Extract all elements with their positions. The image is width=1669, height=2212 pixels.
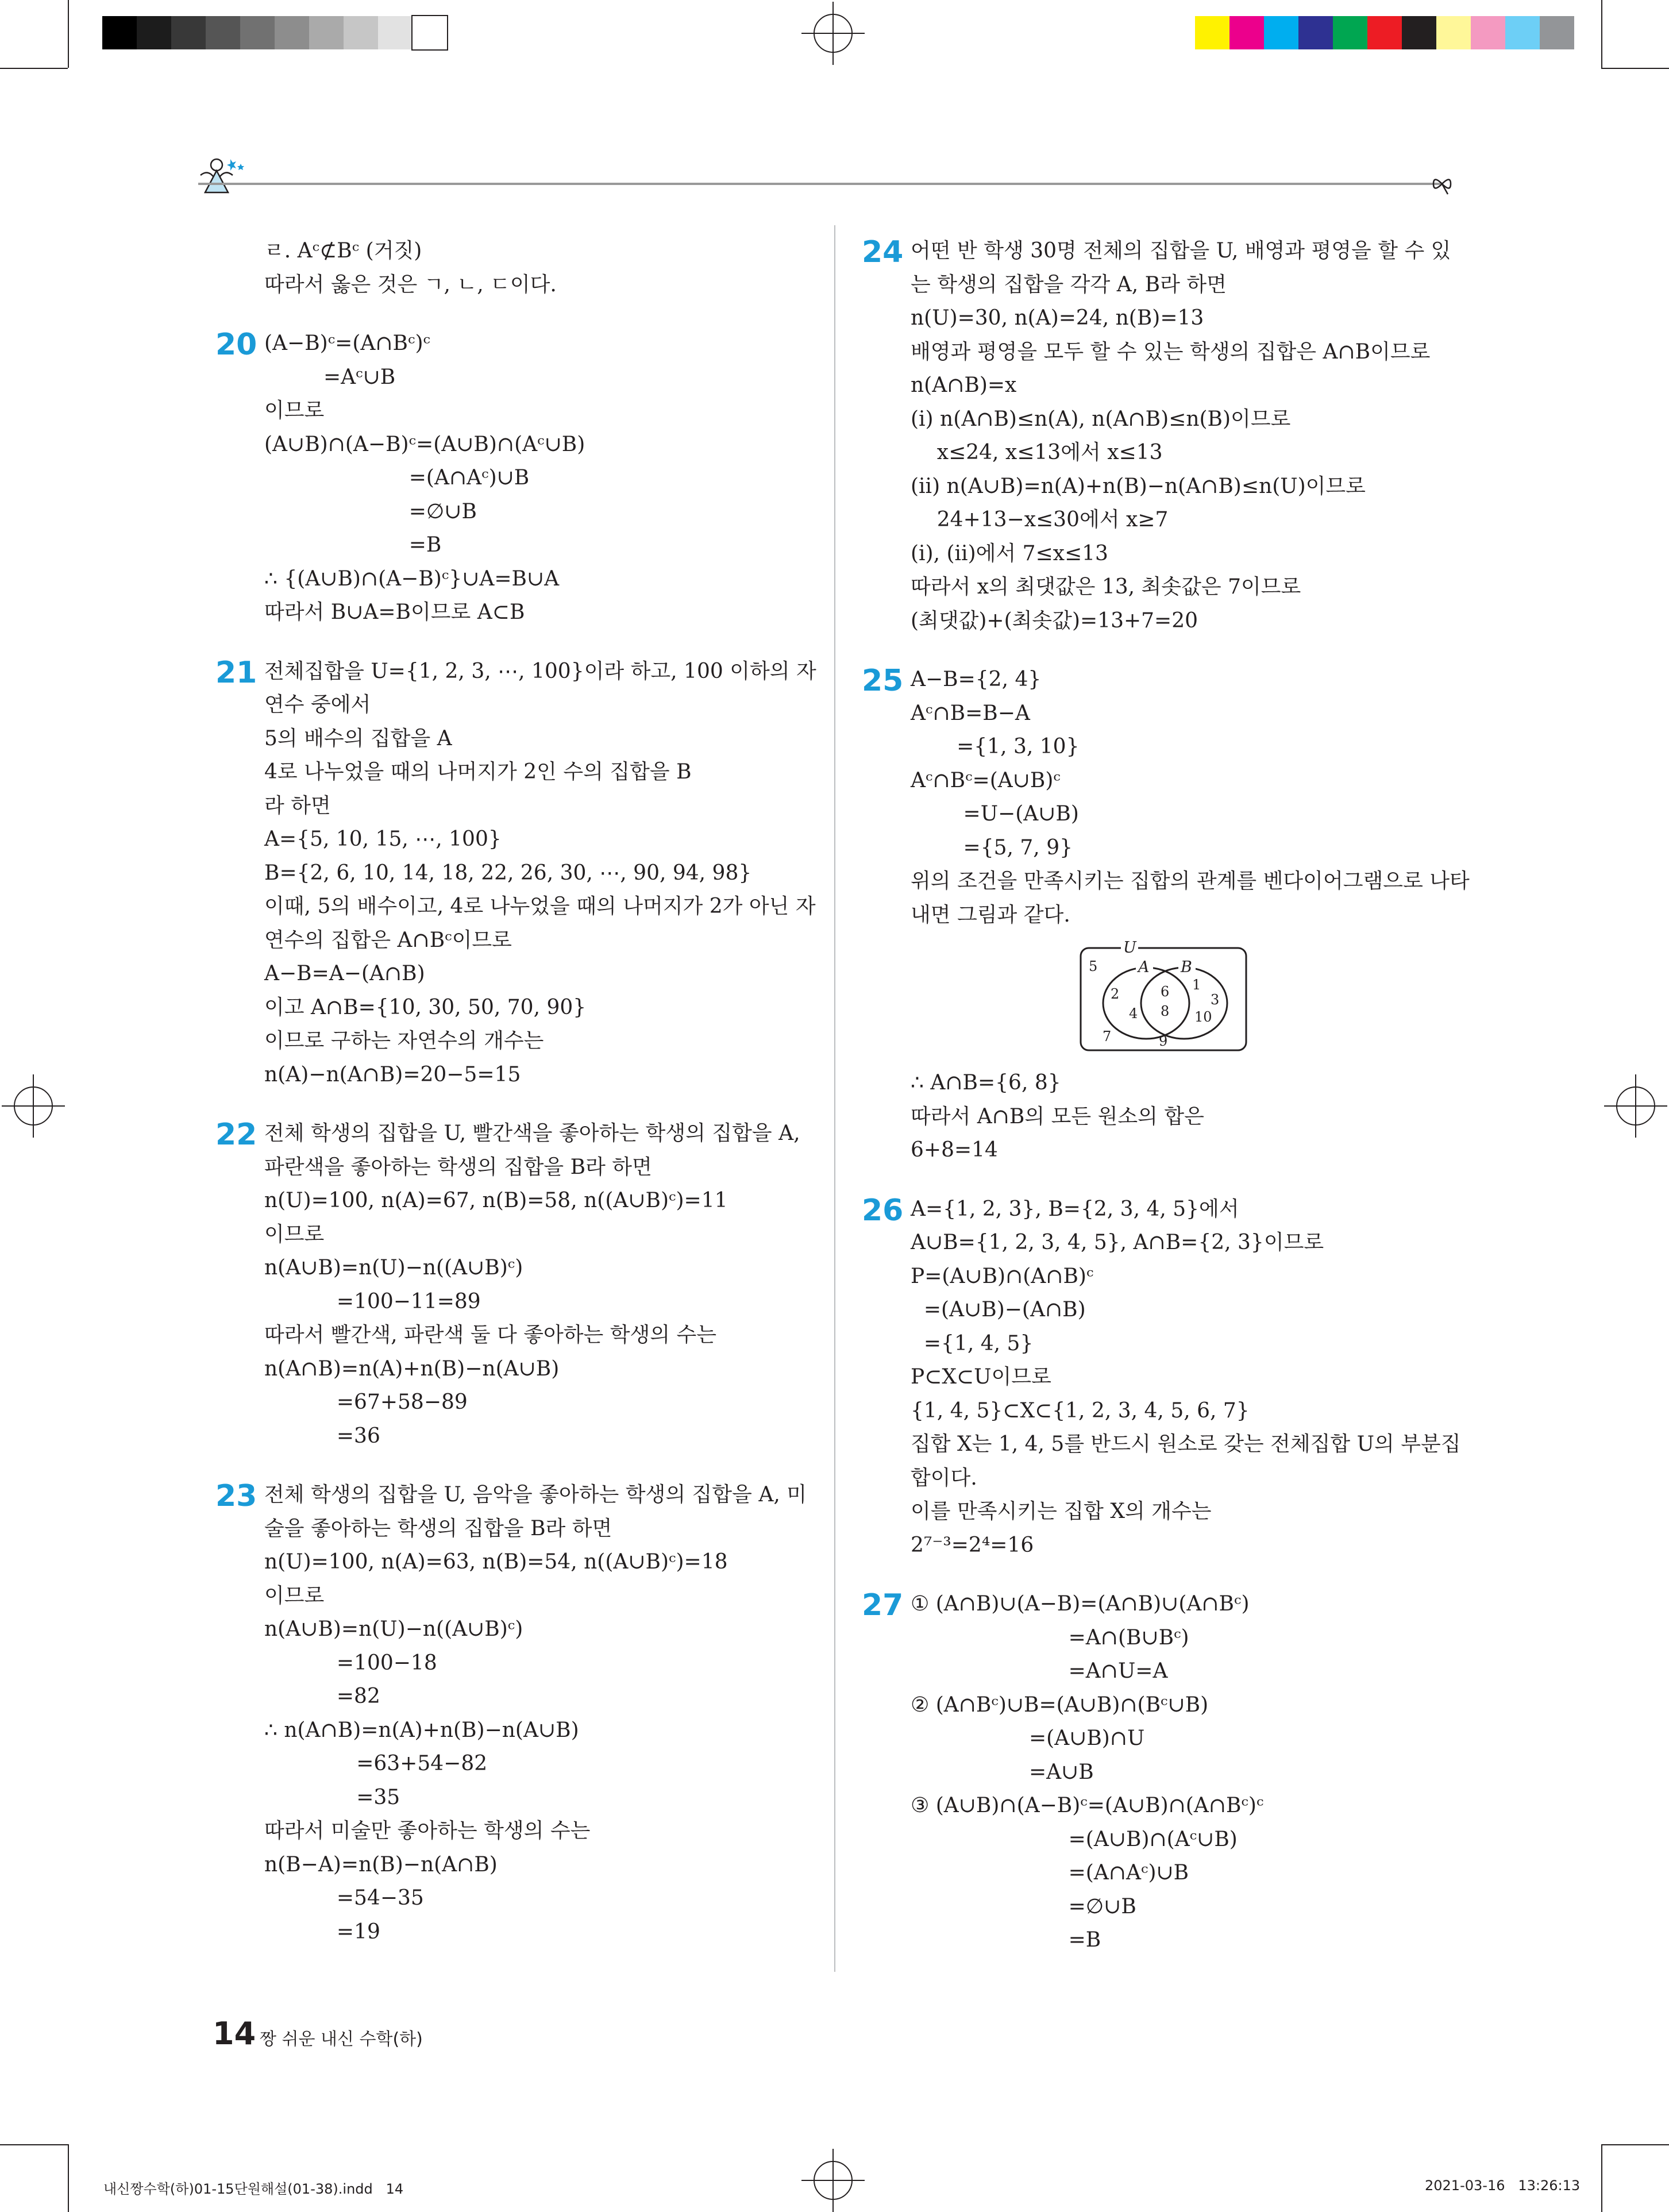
solution-line: (ⅰ), (ⅱ)에서 7≤x≤13: [911, 541, 1108, 565]
solution-line: =∅∪B: [911, 1894, 1136, 1918]
solution-line: 라 하면: [264, 793, 331, 818]
solution-line: A={5, 10, 15, ⋯, 100}: [264, 827, 502, 851]
venn-element: 2: [1111, 986, 1120, 1002]
solution-line: ={5, 7, 9}: [911, 835, 1073, 860]
solution-line: Aᶜ∩B=B−A: [911, 701, 1030, 725]
solution-line: ∴ A∩B={6, 8}: [911, 1071, 1061, 1095]
book-title: 짱 쉬운 내신 수학(하): [260, 2029, 423, 2049]
problem-number: 24: [862, 235, 904, 269]
venn-element: 7: [1103, 1028, 1112, 1045]
fairy-mascot-icon: [192, 152, 250, 198]
venn-element: 6: [1161, 984, 1170, 1000]
solution-line: 연수 중에서: [264, 693, 371, 716]
solution-line: =63+54−82: [264, 1752, 488, 1775]
solution-line: =100−11=89: [264, 1289, 481, 1313]
solution-line: 합이다.: [911, 1466, 977, 1490]
solution-line: 이고 A∩B={10, 30, 50, 70, 90}: [264, 995, 587, 1019]
solution-line: 내면 그림과 같다.: [911, 903, 1070, 927]
venn-element: 5: [1089, 958, 1098, 974]
solution-line: 따라서 빨간색, 파란색 둘 다 좋아하는 학생의 수는: [264, 1323, 717, 1347]
solution-line: (최댓값)+(최솟값)=13+7=20: [911, 608, 1198, 633]
venn-label-b: B: [1181, 958, 1192, 976]
solution-line: 배영과 평영을 모두 할 수 있는 학생의 집합은 A∩B이므로: [911, 340, 1431, 364]
solution-line: A={1, 2, 3}, B={2, 3, 4, 5}에서: [911, 1197, 1239, 1221]
solution-line: =(A∩Aᶜ)∪B: [264, 466, 530, 490]
solution-line: =A∩U=A: [911, 1659, 1168, 1683]
solution-line: ∴ {(A∪B)∩(A−B)ᶜ}∪A=B∪A: [264, 567, 560, 591]
problem-25: [862, 663, 1477, 1167]
solution-line: n(A∩B)=n(A)+n(B)−n(A∪B): [264, 1357, 560, 1381]
solution-line: 6+8=14: [911, 1138, 998, 1162]
solution-line: 이므로: [264, 399, 325, 422]
solution-line: =A∩(B∪Bᶜ): [911, 1625, 1189, 1650]
solution-line: (ⅰ) n(A∩B)≤n(A), n(A∩B)≤n(B)이므로: [911, 407, 1291, 431]
solution-line: ={1, 3, 10}: [911, 735, 1080, 758]
solution-line: n(A∪B)=n(U)−n((A∪B)ᶜ): [264, 1617, 523, 1641]
solution-line: =U−(A∪B): [911, 802, 1079, 826]
problem-number: 21: [215, 655, 257, 690]
solution-line: =100−18: [264, 1651, 437, 1675]
solution-line: 이므로: [264, 1222, 325, 1246]
solution-line: =(A∪B)∩(Aᶜ∪B): [911, 1827, 1238, 1851]
solution-line: ∴ n(A∩B)=n(A)+n(B)−n(A∪B): [264, 1718, 579, 1742]
solution-line: 어떤 반 학생 30명 전체의 집합을 U, 배영과 평영을 할 수 있: [911, 239, 1451, 263]
solution-line: (A∪B)∩(A−B)ᶜ=(A∪B)∩(Aᶜ∪B): [264, 432, 585, 456]
solution-line: =A∪B: [911, 1760, 1094, 1784]
solution-line: (A−B)ᶜ=(A∩Bᶜ)ᶜ: [264, 332, 430, 355]
solution-line: 는 학생의 집합을 각각 A, B라 하면: [911, 272, 1227, 296]
solution-line: 이므로: [264, 1583, 325, 1608]
venn-element: 1: [1192, 977, 1201, 993]
solution-line: A∪B={1, 2, 3, 4, 5}, A∩B={2, 3}이므로: [911, 1231, 1324, 1254]
problem-number: 22: [215, 1117, 257, 1152]
solution-line: ③ (A∪B)∩(A−B)ᶜ=(A∪B)∩(A∩Bᶜ)ᶜ: [911, 1794, 1264, 1817]
solution-line: A−B=A−(A∩B): [264, 962, 425, 985]
venn-element: 4: [1129, 1005, 1138, 1022]
solution-line: =82: [264, 1685, 380, 1708]
solution-line: 24+13−x≤30에서 x≥7: [911, 508, 1169, 531]
solution-line: x≤24, x≤13에서 x≤13: [911, 441, 1163, 464]
solution-line: 따라서 미술만 좋아하는 학생의 수는: [264, 1819, 591, 1843]
solution-line: 파란색을 좋아하는 학생의 집합을 B라 하면: [264, 1155, 652, 1179]
registration-mark-bottom: [801, 2149, 865, 2212]
right-column: [862, 234, 1477, 1957]
slug-file-info: 내신짱수학(하)01-15단원해설(01-38).indd 14: [103, 2181, 404, 2197]
problem-26: [862, 1193, 1477, 1563]
venn-diagram: [1077, 939, 1250, 1054]
problem-number: 20: [215, 327, 257, 362]
solution-line: =B: [264, 533, 442, 557]
solution-line: =(A∩Aᶜ)∪B: [911, 1861, 1189, 1885]
problem-number: 25: [862, 664, 904, 698]
solution-line: =67+58−89: [264, 1390, 468, 1414]
solution-line: 연수의 집합은 A∩Bᶜ이므로: [264, 928, 512, 952]
venn-element: 3: [1211, 992, 1220, 1008]
solution-line: =(A∪B)∩U: [911, 1727, 1145, 1750]
problem-20: [215, 327, 807, 630]
problem-23: [215, 1478, 807, 1949]
venn-diagram-svg: [1077, 939, 1250, 1054]
solution-line: P=(A∪B)∩(A∩B)ᶜ: [911, 1264, 1094, 1288]
solution-line: 이를 만족시키는 집합 X의 개수는: [911, 1500, 1212, 1523]
solution-line: ① (A∩B)∪(A−B)=(A∩B)∪(A∩Bᶜ): [911, 1592, 1250, 1616]
venn-element: 9: [1159, 1033, 1168, 1049]
problem-number: 23: [215, 1479, 257, 1513]
solution-line: =19: [264, 1920, 380, 1944]
solution-line: ={1, 4, 5}: [911, 1331, 1034, 1355]
column-divider: [834, 225, 835, 1972]
solution-line: =54−35: [264, 1886, 424, 1910]
solution-line: =B: [911, 1928, 1101, 1952]
problem-27: [862, 1587, 1477, 1957]
solution-line: 따라서 x의 최댓값은 13, 최솟값은 7이므로: [911, 575, 1301, 599]
solution-line: n(A∩B)=x: [911, 373, 1017, 397]
solution-line: 위의 조건을 만족시키는 집합의 관계를 벤다이어그램으로 나타: [911, 869, 1470, 893]
solution-line: n(A)−n(A∩B)=20−5=15: [264, 1062, 521, 1086]
slug-date: 2021-03-16 13:26:13: [1425, 2178, 1581, 2194]
solution-line: 5의 배수의 집합을 A: [264, 726, 452, 750]
solution-line: =Aᶜ∪B: [264, 365, 396, 389]
venn-label-a: A: [1138, 958, 1150, 976]
venn-element: 10: [1194, 1009, 1212, 1025]
left-column: [215, 234, 816, 1949]
solution-line: 전체집합을 U={1, 2, 3, ⋯, 100}이라 하고, 100 이하의 자: [264, 659, 816, 683]
problem-19-continued: [221, 234, 807, 302]
header-rule: [198, 183, 1442, 185]
solution-line: Aᶜ∩Bᶜ=(A∪B)ᶜ: [911, 768, 1061, 792]
solution-line: =∅∪B: [264, 499, 477, 523]
solution-line: =35: [264, 1785, 400, 1809]
solution-line: 따라서 B∪A=B이므로 A⊂B: [264, 600, 525, 624]
ribbon-bow-icon: [1431, 172, 1471, 195]
problem-number: 27: [862, 1588, 904, 1623]
solution-line: 이므로 구하는 자연수의 개수는: [264, 1029, 544, 1053]
solution-line: 따라서 A∩B의 모든 원소의 합은: [911, 1104, 1204, 1128]
registration-mark-right: [1604, 1074, 1667, 1138]
problem-21: [215, 655, 816, 1092]
solution-line: ② (A∩Bᶜ)∪B=(A∪B)∩(Bᶜ∪B): [911, 1693, 1209, 1717]
solution-line: 이때, 5의 배수이고, 4로 나누었을 때의 나머지가 2가 아닌 자: [264, 895, 816, 918]
solution-line: ㄹ. Aᶜ⊄Bᶜ (거짓): [264, 239, 422, 263]
solution-line: n(U)=30, n(A)=24, n(B)=13: [911, 306, 1204, 330]
set-a-circle: [1103, 968, 1189, 1039]
solution-line: 전체 학생의 집합을 U, 빨간색을 좋아하는 학생의 집합을 A,: [264, 1122, 800, 1145]
venn-label-u: U: [1123, 939, 1136, 957]
solution-line: n(B−A)=n(B)−n(A∩B): [264, 1852, 498, 1876]
registration-mark-left: [2, 1074, 65, 1138]
venn-element: 8: [1161, 1003, 1170, 1019]
solution-line: 따라서 옳은 것은 ㄱ, ㄴ, ㄷ이다.: [264, 272, 557, 296]
solution-line: =(A∪B)−(A∩B): [911, 1298, 1086, 1321]
solution-line: n(U)=100, n(A)=63, n(B)=54, n((A∪B)ᶜ)=18: [264, 1550, 728, 1574]
registration-mark-top: [801, 2, 865, 65]
solution-line: 4로 나누었을 때의 나머지가 2인 수의 집합을 B: [264, 760, 692, 784]
solution-line: B={2, 6, 10, 14, 18, 22, 26, 30, ⋯, 90, 94, 98}: [264, 861, 752, 885]
solution-line: n(U)=100, n(A)=67, n(B)=58, n((A∪B)ᶜ)=11: [264, 1189, 728, 1212]
solution-line: =36: [264, 1424, 380, 1448]
page-number: 14: [213, 2016, 256, 2052]
problem-22: [215, 1117, 807, 1453]
solution-line: (ⅱ) n(A∪B)=n(A)+n(B)−n(A∩B)≤n(U)이므로: [911, 474, 1366, 498]
solution-line: 집합 X는 1, 4, 5를 반드시 원소로 갖는 전체집합 U의 부분집: [911, 1432, 1461, 1456]
solution-line: {1, 4, 5}⊂X⊂{1, 2, 3, 4, 5, 6, 7}: [911, 1398, 1250, 1423]
solution-line: 술을 좋아하는 학생의 집합을 B라 하면: [264, 1516, 612, 1540]
solution-line: 2⁷⁻³=2⁴=16: [911, 1533, 1034, 1557]
problem-24: [862, 234, 1477, 638]
solution-line: A−B={2, 4}: [911, 668, 1042, 691]
solution-line: n(A∪B)=n(U)−n((A∪B)ᶜ): [264, 1256, 523, 1280]
solution-line: P⊂X⊂U이므로: [911, 1365, 1051, 1389]
solution-line: 전체 학생의 집합을 U, 음악을 좋아하는 학생의 집합을 A, 미: [264, 1483, 807, 1506]
problem-number: 26: [862, 1193, 904, 1228]
